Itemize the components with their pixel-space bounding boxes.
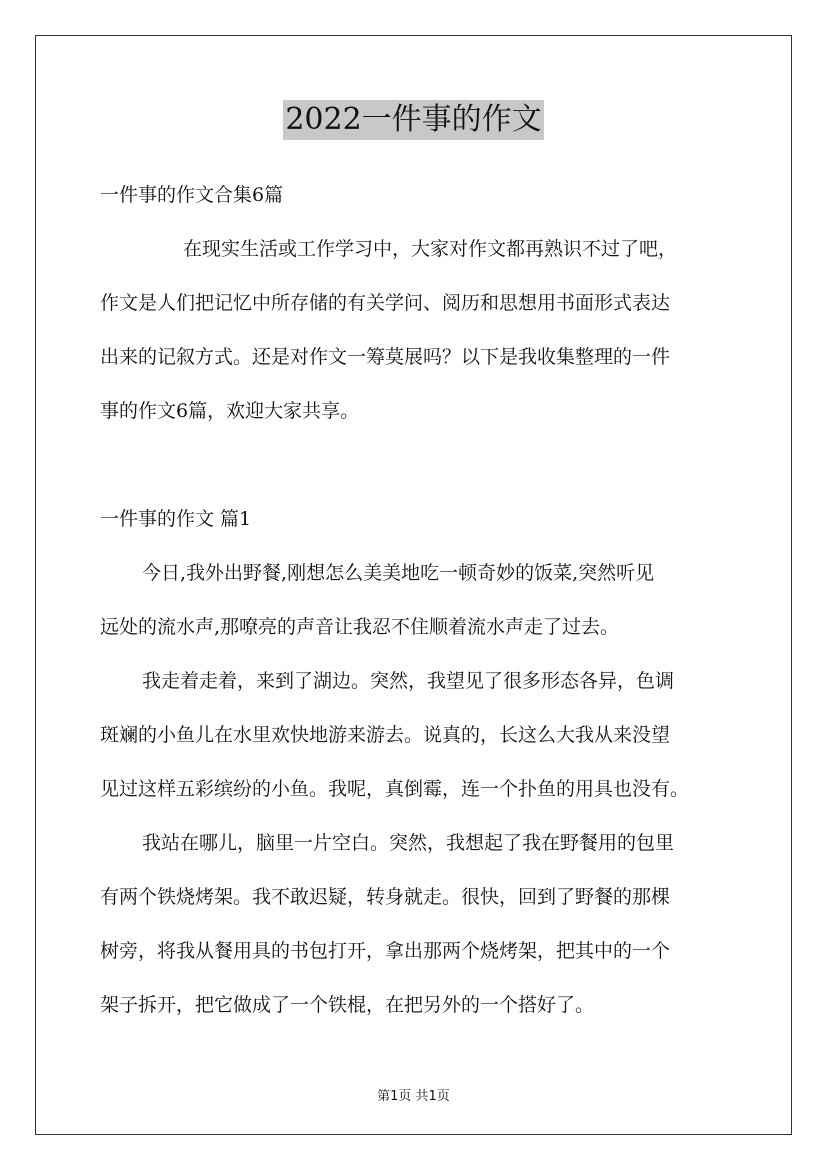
- document-title: 2022一件事的作文: [283, 100, 543, 140]
- body-line: 我站在哪儿，脑里一片空白。突然，我想起了我在野餐用的包里: [142, 832, 675, 854]
- body-line: 见过这样五彩缤纷的小鱼。我呢，真倒霉，连一个扑鱼的用具也没有。: [100, 778, 690, 800]
- body-line: 我走着走着，来到了湖边。突然，我望见了很多形态各异，色调: [142, 670, 675, 692]
- section-heading: 一件事的作文 篇1: [100, 508, 252, 530]
- body-line: 远处的流水声,那嘹亮的声音让我忍不住顺着流水声走了过去。: [100, 616, 620, 638]
- document-subtitle: 一件事的作文合集6篇: [100, 184, 284, 206]
- body-line: 有两个铁烧烤架。我不敢迟疑，转身就走。很快，回到了野餐的那棵: [100, 886, 671, 908]
- body-line: 树旁，将我从餐用具的书包打开，拿出那两个烧烤架，把其中的一个: [100, 940, 671, 962]
- intro-line: 作文是人们把记忆中所存储的有关学问、阅历和思想用书面形式表达: [100, 292, 671, 314]
- title-container: [0, 100, 827, 140]
- intro-line: 出来的记叙方式。还是对作文一筹莫展吗？以下是我收集整理的一件: [100, 346, 671, 368]
- body-line: 架子拆开，把它做成了一个铁棍，在把另外的一个搭好了。: [100, 994, 595, 1016]
- body-line: 今日,我外出野餐,刚想怎么美美地吃一顿奇妙的饭菜,突然听见: [142, 562, 655, 584]
- body-line: 斑斓的小鱼儿在水里欢快地游来游去。说真的，长这么大我从来没望: [100, 724, 671, 746]
- page-footer: 第1页 共1页: [377, 1089, 450, 1104]
- intro-line: 事的作文6篇，欢迎大家共享。: [100, 400, 360, 422]
- intro-line: 在现实生活或工作学习中，大家对作文都再熟识不过了吧，: [183, 238, 678, 260]
